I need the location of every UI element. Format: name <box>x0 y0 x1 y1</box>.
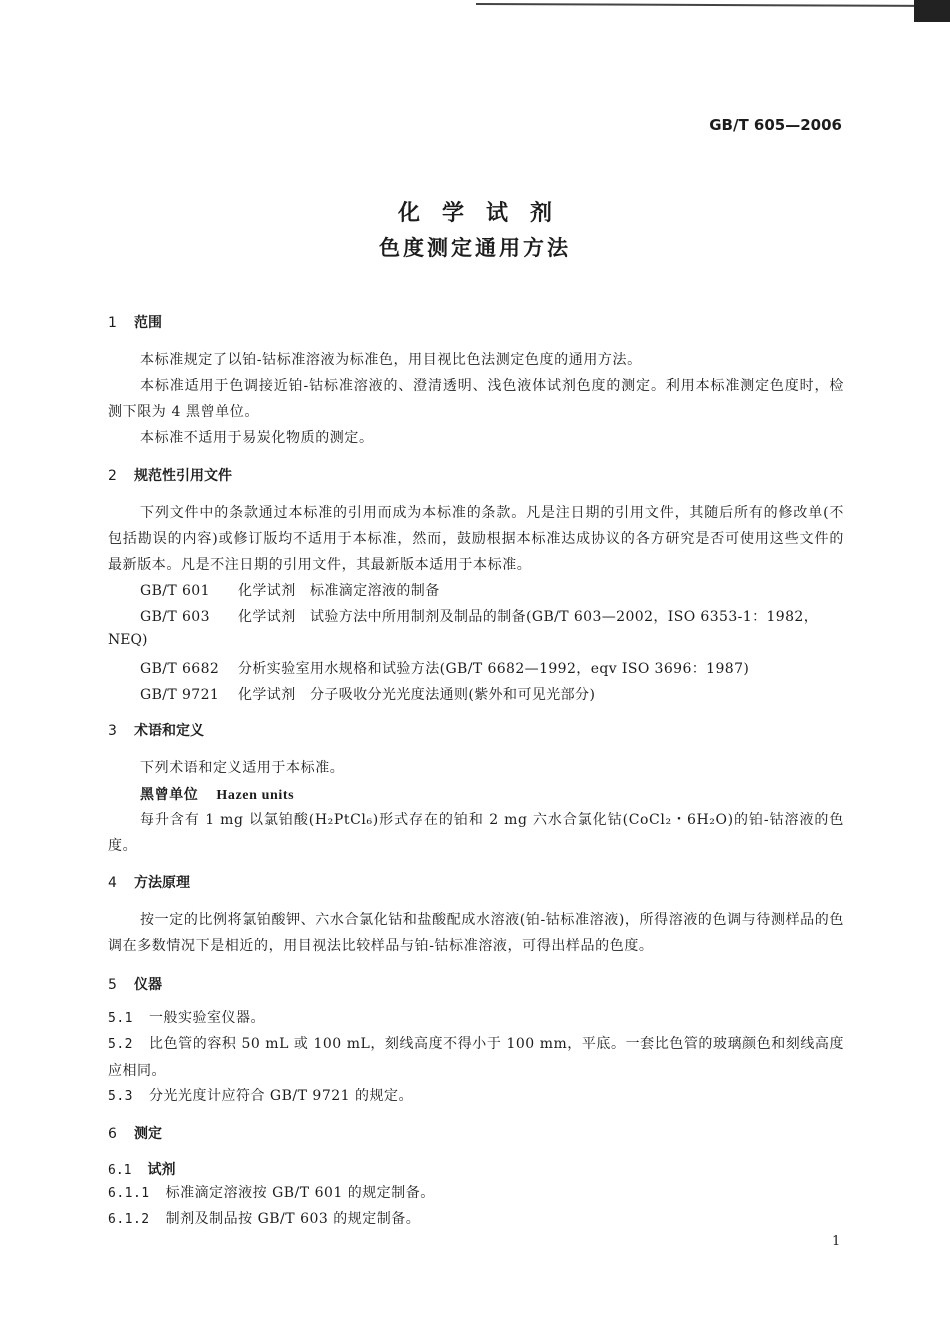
section-title: 规范性引用文件 <box>134 468 232 484</box>
reference-title: 化学试剂 试验方法中所用制剂及制品的制备(GB/T 603—2002，ISO 6353-1：1982， <box>238 609 819 625</box>
clause-number: 5.1 <box>108 1011 133 1026</box>
paragraph: 本标准规定了以铂-钴标准溶液为标准色，用目视比色法测定色度的通用方法。 <box>140 352 642 368</box>
clause-6-1-1 <box>108 1180 844 1207</box>
paragraph: 本标准不适用于易炭化物质的测定。 <box>140 430 374 446</box>
reference-title: 化学试剂 标准滴定溶液的制备 <box>238 583 440 599</box>
clause-text: 标准滴定溶液按 GB/T 601 的规定制备。 <box>165 1185 435 1201</box>
section-3-heading <box>108 720 204 740</box>
clause-number: 6.1.2 <box>108 1212 150 1227</box>
paragraph: 按一定的比例将氯铂酸钾、六水合氯化钴和盐酸配成水溶液(铂-钴标准溶液)，所得溶液的色调与待测样品的色调在多数情况下是相近的，用目视法比较样品与铂-钴标准溶液，可得出样品的色度。 <box>108 912 844 954</box>
document-subtitle: 色度测定通用方法 <box>379 236 571 260</box>
clause-number: 5.3 <box>108 1089 133 1104</box>
subsection-number: 6.1 <box>108 1163 132 1178</box>
section-number: 1 <box>108 315 117 331</box>
section-title: 术语和定义 <box>134 723 204 739</box>
clause-text: 分光光度计应符合 GB/T 9721 的规定。 <box>148 1088 413 1104</box>
clause-6-1-2 <box>108 1206 844 1233</box>
clause-5-1 <box>108 1005 844 1032</box>
section-number: 2 <box>108 468 117 484</box>
section-number: 4 <box>108 875 117 891</box>
document-title: 化学试剂 <box>397 201 574 226</box>
reference-code: GB/T 9721 <box>140 687 220 703</box>
reference-title: 分析实验室用水规格和试验方法(GB/T 6682—1992，eqv ISO 3696：1987) <box>238 661 750 677</box>
section-6-heading <box>108 1123 162 1143</box>
subsection-6-1-heading <box>108 1159 175 1179</box>
section-1-heading <box>108 312 162 332</box>
section-title: 仪器 <box>134 977 162 993</box>
subsection-title: 试剂 <box>147 1162 176 1178</box>
paragraph: 下列文件中的条款通过本标准的引用而成为本标准的条款。凡是注日期的引用文件，其随后所有的修改单(不包括勘误的内容)或修订版均不适用于本标准，然而，鼓励根据本标准达成协议的各方研究是否可使用这些文件的最新版本。凡是不注日期的引用文件，其最新版本适用于本标准。 <box>108 505 844 573</box>
clause-text: 制剂及制品按 GB/T 603 的规定制备。 <box>165 1211 421 1227</box>
page-number: 1 <box>832 1234 841 1249</box>
clause-5-3 <box>108 1083 844 1110</box>
scan-edge-mark <box>0 0 950 22</box>
reference-continuation: NEQ) <box>108 632 148 648</box>
paragraph: 下列术语和定义适用于本标准。 <box>140 760 345 776</box>
term-chinese: 黑曾单位 <box>140 787 199 803</box>
reference-title: 化学试剂 分子吸收分光光度法通则(紫外和可见光部分) <box>238 687 596 703</box>
reference-item <box>140 658 749 678</box>
reference-code: GB/T 6682 <box>140 661 220 677</box>
clause-number: 5.2 <box>108 1037 133 1052</box>
reference-item <box>140 684 595 704</box>
term-entry <box>140 784 294 804</box>
section-2-heading <box>108 465 232 485</box>
section-5-heading <box>108 974 162 994</box>
reference-item <box>140 580 440 600</box>
term-definition: 每升含有 1 mg 以氯铂酸(H₂PtCl₆)形式存在的铂和 2 mg 六水合氯化钴(CoCl₂・6H₂O)的铂-钴溶液的色度。 <box>108 812 844 854</box>
term-english: Hazen units <box>216 788 295 803</box>
section-title: 测定 <box>134 1126 162 1142</box>
clause-number: 6.1.1 <box>108 1186 150 1201</box>
section-number: 6 <box>108 1126 117 1142</box>
section-4-heading <box>108 872 190 892</box>
section-title: 方法原理 <box>134 875 190 891</box>
section-title: 范围 <box>134 315 162 331</box>
clause-text: 比色管的容积 50 mL 或 100 mL，刻线高度不得小于 100 mm，平底。一套比色管的玻璃颜色和刻线高度应相同。 <box>108 1036 844 1079</box>
clause-5-2 <box>108 1031 844 1084</box>
reference-code: GB/T 603 <box>140 609 210 625</box>
reference-code: GB/T 601 <box>140 583 210 599</box>
section-number: 3 <box>108 723 117 739</box>
section-number: 5 <box>108 977 117 993</box>
clause-text: 一般实验室仪器。 <box>148 1010 265 1026</box>
standard-code: GB/T 605—2006 <box>709 116 842 134</box>
reference-item <box>140 606 818 626</box>
paragraph: 本标准适用于色调接近铂-钴标准溶液的、澄清透明、浅色液体试剂色度的测定。利用本标准测定色度时，检测下限为 4 黑曾单位。 <box>108 378 844 420</box>
